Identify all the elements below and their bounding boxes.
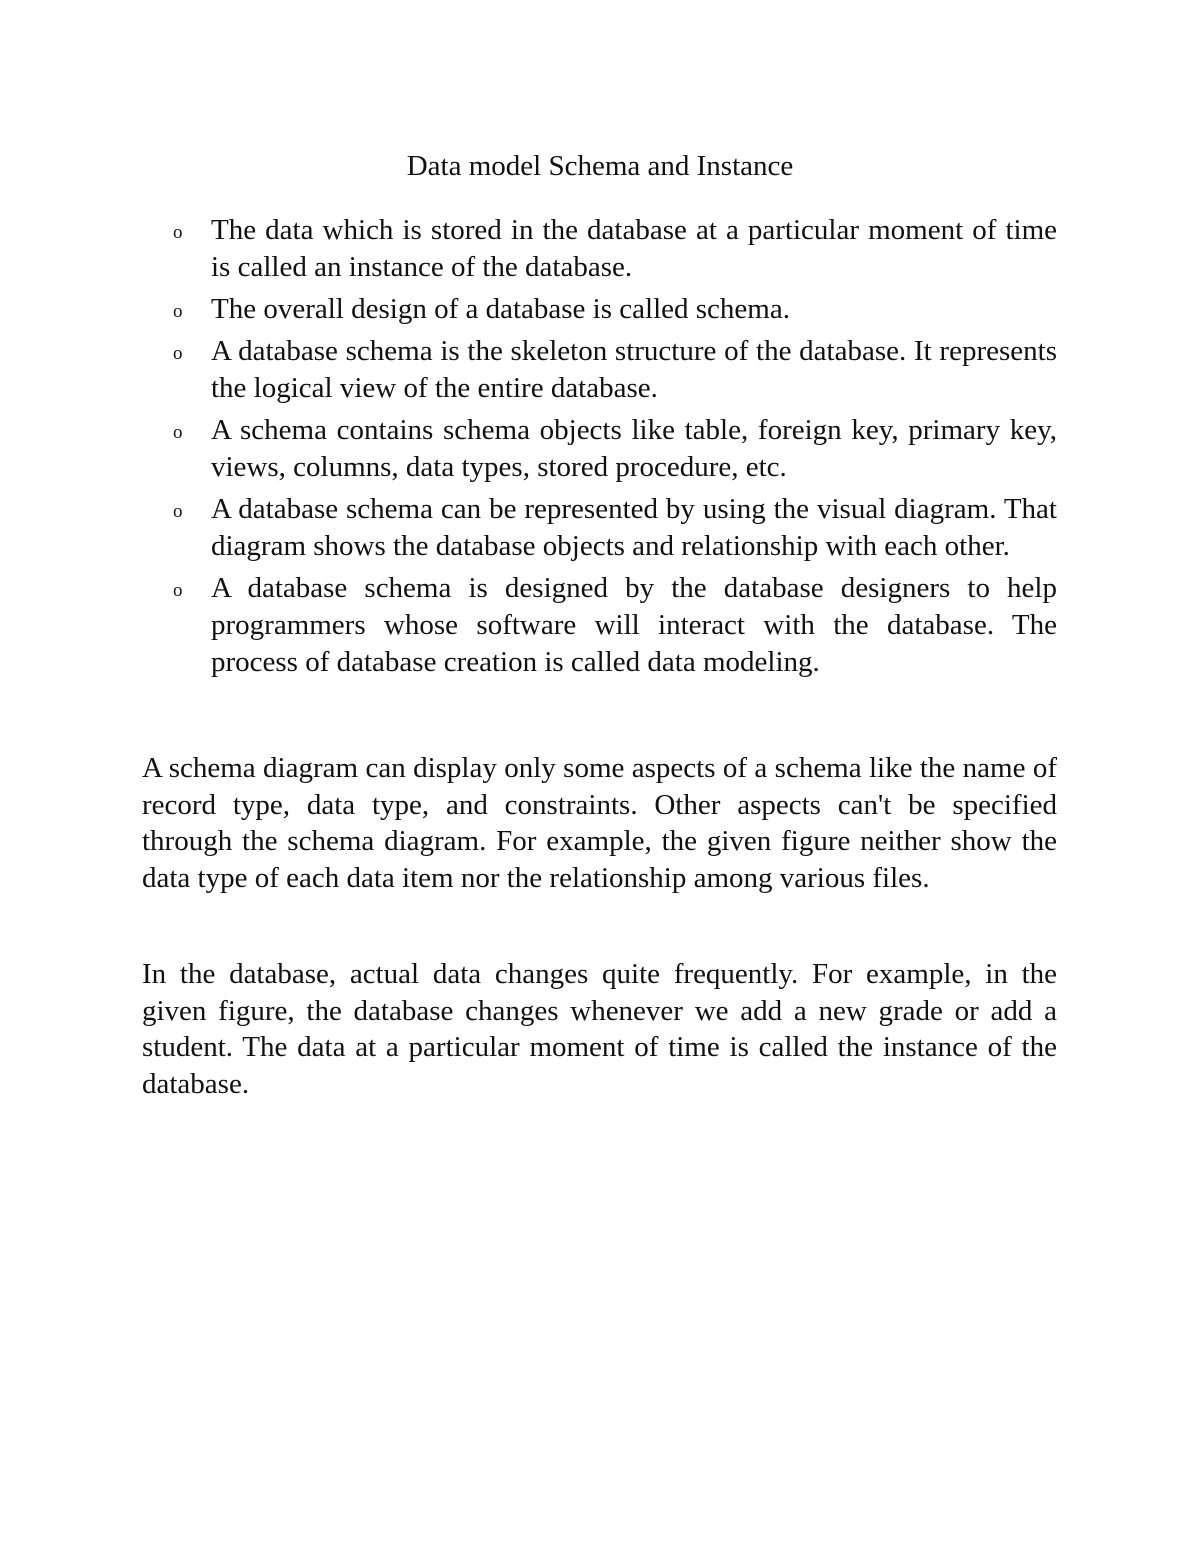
bullet-marker-icon: o [173,580,183,601]
bullet-text: The data which is stored in the database at a particular moment of time is called an instance of the database. [211,214,1057,283]
bullet-text: A schema contains schema objects like table, foreign key, primary key, views, columns, data types, stored procedure, etc. [211,414,1057,483]
page-title: Data model Schema and Instance [406,150,794,182]
paragraph-instance: In the database, actual data changes quite frequently. For example, in the given figure, the database changes whenever we add a new grade or add a student. The data at a particular moment of time is called the instance of the database. [142,958,1057,1100]
bullet-item [173,291,1057,328]
bullet-marker-icon: o [173,301,183,322]
bullet-marker-icon: o [173,422,183,443]
bullet-marker-icon: o [173,501,183,522]
bullet-item [173,491,1057,565]
bullet-text: A database schema is the skeleton structure of the database. It represents the logical view of the entire database. [211,335,1057,404]
bullet-marker-icon: o [173,222,183,243]
paragraph-schema-diagram: A schema diagram can display only some aspects of a schema like the name of record type, data type, and constraints. Other aspects can't be specified through the schema diagram. For example, the given figure neither show the data type of each data item nor the relationship among various files. [142,752,1057,894]
bullet-item [173,412,1057,486]
bullet-marker-icon: o [173,343,183,364]
bullet-item [173,212,1057,286]
bullet-list [173,212,1057,686]
bullet-text: The overall design of a database is called schema. [211,293,790,325]
bullet-item [173,333,1057,407]
bullet-text: A database schema is designed by the database designers to help programmers whose software will interact with the database. The process of database creation is called data modeling. [211,572,1057,678]
bullet-text: A database schema can be represented by using the visual diagram. That diagram shows the database objects and relationship with each other. [211,493,1057,562]
bullet-item [173,570,1057,681]
